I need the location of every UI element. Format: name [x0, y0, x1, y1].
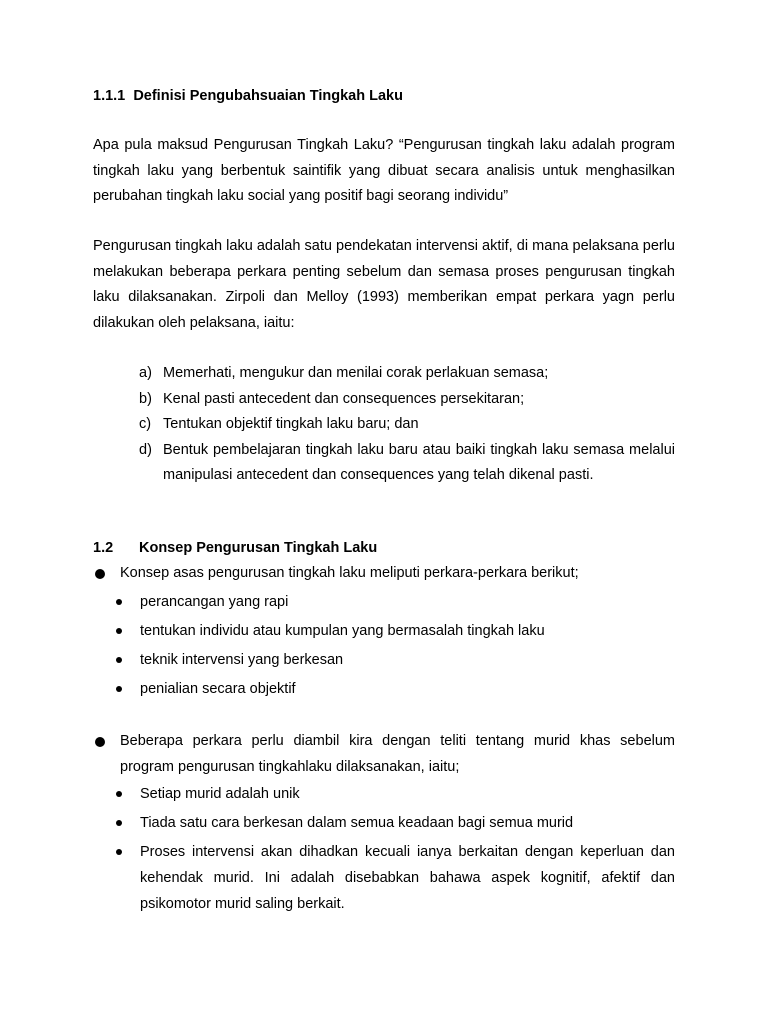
list-label: d) — [139, 441, 152, 458]
list-text: Beberapa perkara perlu diambil kira dengan teliti tentang murid khas sebelum program pengurusan tingkahlaku dilaksanakan, iaitu; — [120, 733, 675, 775]
list-item — [139, 412, 675, 438]
list-text: teknik intervensi yang berkesan — [140, 652, 344, 668]
bullet-dot-icon — [95, 737, 105, 747]
section-number: 1.1.1 — [93, 88, 126, 104]
list-item — [139, 387, 675, 413]
list-text: tentukan individu atau kumpulan yang bermasalah tingkah laku — [140, 623, 545, 639]
lettered-list — [139, 361, 675, 489]
bullet-dot-icon — [116, 791, 122, 797]
sub-bullet-list-considerations — [114, 781, 675, 920]
list-item — [114, 618, 675, 644]
bullet-dot-icon — [116, 628, 122, 634]
list-text: perancangan yang rapi — [140, 594, 289, 610]
bullet-dot-icon — [95, 569, 105, 579]
list-text: Bentuk pembelajaran tingkah laku baru atau baiki tingkah laku semasa melalui manipulasi antecedent dan consequences yang telah dikenal pasti. — [163, 441, 675, 483]
list-item — [93, 729, 675, 780]
list-item — [93, 561, 675, 587]
list-item — [139, 438, 675, 489]
bullet-list-considerations — [93, 729, 675, 780]
list-label: a) — [139, 365, 152, 381]
bullet-list-concept — [93, 561, 675, 587]
bullet-dot-icon — [116, 657, 122, 663]
list-text: Tiada satu cara berkesan dalam semua keadaan bagi semua murid — [140, 815, 574, 831]
section-heading-1-2 — [93, 540, 377, 556]
list-text: Kenal pasti antecedent dan consequences persekitaran; — [163, 390, 525, 407]
paragraph-approach: Pengurusan tingkah laku adalah satu pendekatan intervensi aktif, di mana pelaksana perlu melakukan beberapa perkara penting sebelum dan semasa proses pengurusan tingkah laku dilaksanakan. Zirpoli dan Melloy (1993) memberikan empat perkara yagn perlu dilakukan oleh pelaksana, iaitu: — [93, 238, 675, 331]
bullet-dot-icon — [116, 686, 122, 692]
section-title: Definisi Pengubahsuaian Tingkah Laku — [133, 88, 403, 104]
list-item — [114, 810, 675, 836]
list-item — [114, 647, 675, 673]
section-title: Konsep Pengurusan Tingkah Laku — [139, 540, 378, 556]
list-text: Setiap murid adalah unik — [140, 786, 300, 802]
list-item — [114, 676, 675, 702]
list-item — [114, 839, 675, 917]
list-text: penialian secara objektif — [140, 681, 296, 697]
sub-bullet-list-concept — [114, 589, 675, 705]
list-text: Proses intervensi akan dihadkan kecuali ianya berkaitan dengan keperluan dan kehendak murid. Ini adalah disebabkan bahawa aspek kognitif, afektif dan psikomotor murid saling berkait. — [140, 844, 675, 912]
list-item — [139, 361, 675, 387]
list-text: Konsep asas pengurusan tingkah laku meliputi perkara-perkara berikut; — [120, 565, 579, 581]
bullet-dot-icon — [116, 849, 122, 855]
section-number: 1.2 — [93, 540, 114, 556]
list-text: Memerhati, mengukur dan menilai corak perlakuan semasa; — [163, 365, 549, 381]
bullet-dot-icon — [116, 599, 122, 605]
bullet-dot-icon — [116, 820, 122, 826]
list-item — [114, 781, 675, 807]
list-label: b) — [139, 390, 152, 407]
paragraph-definition: Apa pula maksud Pengurusan Tingkah Laku? “Pengurusan tingkah laku adalah program tingkah laku yang berbentuk saintifik yang dibuat secara analisis untuk menghasilkan perubahan tingkah laku social yang positif bagi seorang individu” — [93, 137, 675, 204]
list-item — [114, 589, 675, 615]
list-label: c) — [139, 416, 152, 432]
list-text: Tentukan objektif tingkah laku baru; dan — [163, 416, 419, 432]
section-heading-1-1-1 — [93, 88, 403, 104]
